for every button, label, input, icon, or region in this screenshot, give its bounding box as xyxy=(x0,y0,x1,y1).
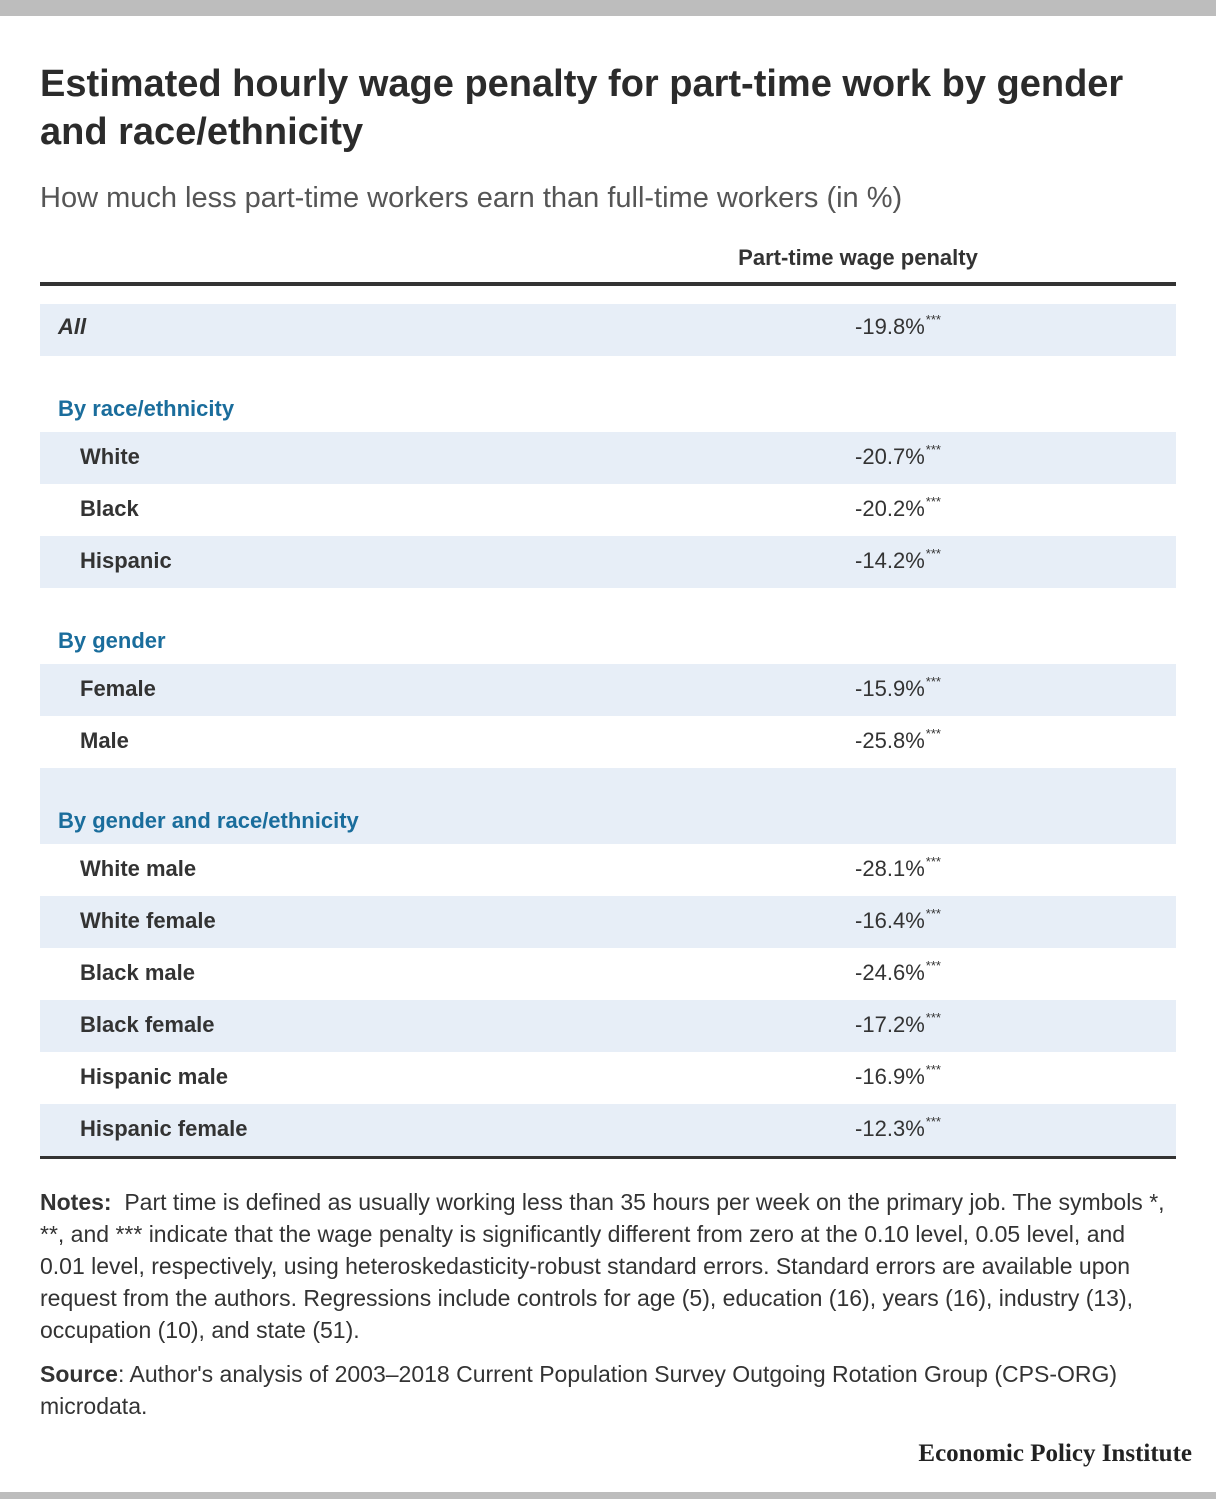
value-number: -19.8% xyxy=(855,314,925,339)
significance-marker: *** xyxy=(925,494,941,509)
section-header-row xyxy=(40,768,1176,844)
top-border xyxy=(0,0,1216,16)
significance-marker: *** xyxy=(925,442,941,457)
row-label: Hispanic male xyxy=(80,1064,228,1089)
row-value xyxy=(680,908,1116,934)
row-value xyxy=(680,1116,1116,1142)
chart-subtitle: How much less part-time workers earn than full-time workers (in %) xyxy=(40,182,903,214)
significance-marker: *** xyxy=(925,906,941,921)
section-label: By race/ethnicity xyxy=(58,396,235,421)
row-label: Male xyxy=(80,728,129,753)
row-label: Black female xyxy=(80,1012,215,1037)
row-value xyxy=(680,1064,1116,1090)
table-row xyxy=(40,844,1176,896)
value-number: -12.3% xyxy=(855,1116,925,1141)
chart-title: Estimated hourly wage penalty for part-time work by gender and race/ethnicity xyxy=(40,63,1124,153)
row-value xyxy=(680,1012,1116,1038)
value-number: -24.6% xyxy=(855,960,925,985)
row-value xyxy=(680,548,1116,574)
source xyxy=(40,1358,1176,1422)
section-header-row xyxy=(40,618,1176,664)
significance-marker: *** xyxy=(925,1010,941,1025)
value-number: -28.1% xyxy=(855,856,925,881)
row-value xyxy=(680,728,1116,754)
table-row xyxy=(40,1104,1176,1156)
table-row xyxy=(40,536,1176,588)
section-header-row xyxy=(40,385,1176,432)
significance-marker: *** xyxy=(925,546,941,561)
value-number: -17.2% xyxy=(855,1012,925,1037)
value-number: -14.2% xyxy=(855,548,925,573)
table-row xyxy=(40,484,1176,536)
row-label: White male xyxy=(80,856,197,881)
row-value xyxy=(680,314,1116,340)
significance-marker: *** xyxy=(925,674,941,689)
section-label: By gender xyxy=(58,628,166,653)
notes-label: Notes: xyxy=(40,1189,112,1215)
table-row xyxy=(40,896,1176,948)
brand-logo: Economic Policy Institute xyxy=(918,1440,1192,1467)
significance-marker: *** xyxy=(925,726,941,741)
row-label: All xyxy=(58,314,87,339)
row-value xyxy=(680,496,1116,522)
row-label: Black xyxy=(80,496,139,521)
table-row xyxy=(40,664,1176,716)
value-number: -20.2% xyxy=(855,496,925,521)
source-text: : Author's analysis of 2003–2018 Current Population Survey Outgoing Rotation Group (CPS-ORG) microdata. xyxy=(40,1361,1118,1419)
source-label: Source xyxy=(40,1361,118,1387)
notes xyxy=(40,1186,1176,1346)
significance-marker: *** xyxy=(925,1062,941,1077)
significance-marker: *** xyxy=(925,312,941,327)
value-number: -16.9% xyxy=(855,1064,925,1089)
table-row xyxy=(40,948,1176,1000)
table-row xyxy=(40,1052,1176,1104)
table-row xyxy=(40,432,1176,484)
significance-marker: *** xyxy=(925,854,941,869)
significance-marker: *** xyxy=(925,958,941,973)
row-label: Hispanic xyxy=(80,548,172,573)
row-value xyxy=(680,444,1116,470)
bottom-border xyxy=(0,1492,1216,1499)
value-number: -15.9% xyxy=(855,676,925,701)
value-number: -25.8% xyxy=(855,728,925,753)
table-row xyxy=(40,1000,1176,1052)
significance-marker: *** xyxy=(925,1114,941,1129)
column-header: Part-time wage penalty xyxy=(738,245,978,270)
row-value xyxy=(680,676,1116,702)
table-bottom-rule xyxy=(40,1156,1176,1159)
row-label: Female xyxy=(80,676,156,701)
table-row xyxy=(40,304,1176,356)
row-value xyxy=(680,960,1116,986)
row-label: Hispanic female xyxy=(80,1116,248,1141)
notes-text: Part time is defined as usually working less than 35 hours per week on the primary job. The symbols *, **, and *** indicate that the wage penalty is significantly different from zero at the 0.10 level, 0.05 level, and 0.01 level, respectively, using heteroskedasticity-robust standard errors. Standard errors are available upon request from the authors. Regressions include controls for age (5), education (16), years (16), industry (13), occupation (10), and state (51). xyxy=(40,1189,1165,1343)
row-label: White xyxy=(80,444,140,469)
value-number: -20.7% xyxy=(855,444,925,469)
table-row xyxy=(40,716,1176,768)
row-label: White female xyxy=(80,908,216,933)
table-top-rule xyxy=(40,282,1176,286)
row-label: Black male xyxy=(80,960,195,985)
row-value xyxy=(680,856,1116,882)
value-number: -16.4% xyxy=(855,908,925,933)
section-label: By gender and race/ethnicity xyxy=(58,808,359,833)
